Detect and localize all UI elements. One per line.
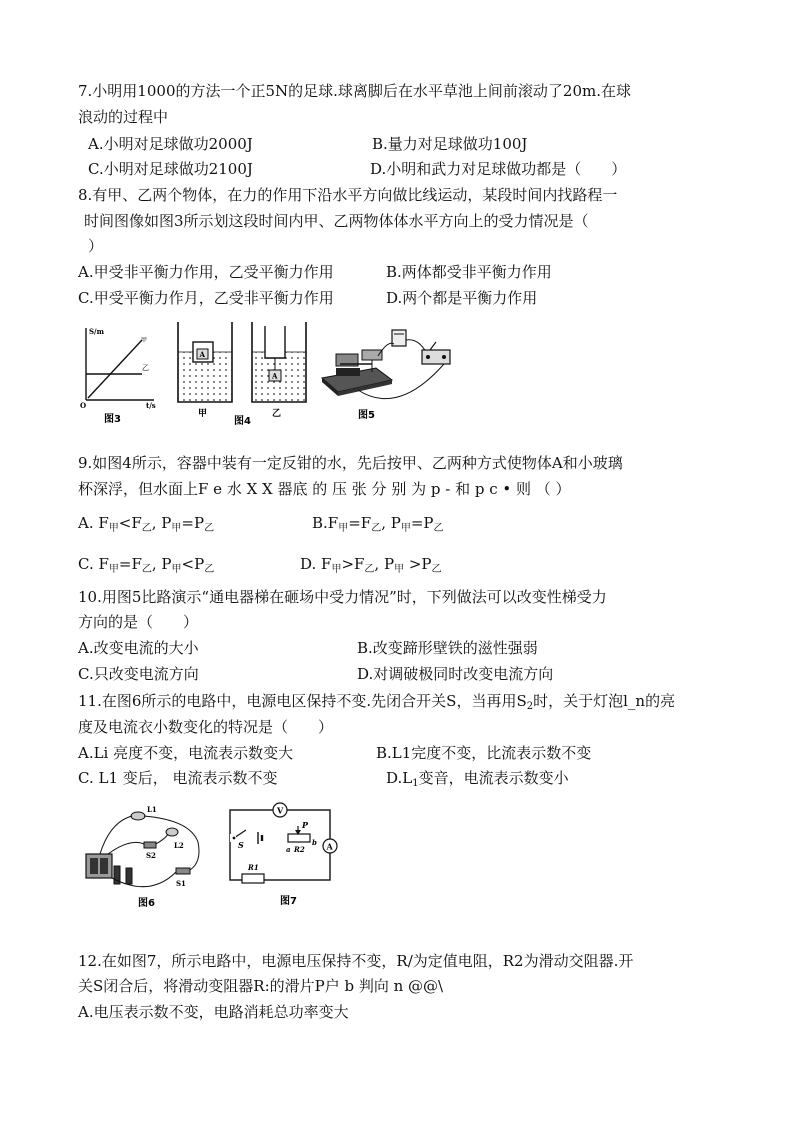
fig4-label-jia: 甲 — [198, 409, 208, 419]
q11-stem-line2: 度及电流衣小数变化的特况是（ ） — [78, 718, 334, 736]
fig4-box-a-jia: A — [199, 350, 205, 359]
fig7-r2-label: R2 — [294, 845, 305, 854]
q7-stem-line2: 浪动的过程中 — [78, 108, 169, 126]
fig7-a-label: A — [326, 841, 333, 852]
fig4-label-yi: 乙 — [272, 409, 282, 419]
fig4-glass-cup-yi — [265, 326, 285, 358]
q10-option-c: C.只改变电流方向 — [78, 665, 199, 683]
q12-option-a: A.电压表示数不变，电路消耗总功率变大 — [78, 1003, 349, 1021]
q11-option-a: A.Li 亮度不变，电流表示数变大 — [78, 744, 294, 762]
q10-option-a: A.改变电流的大小 — [78, 639, 199, 657]
q12-stem-line2: 关S闭合后，将滑动变阻器R:的滑片P户 b 判向 n @@\ — [78, 977, 444, 995]
q7-option-b: B.量力对足球做功100J — [372, 135, 528, 153]
fig7-rheostat-r2 — [288, 834, 310, 842]
q9-stem-line1: 9.如图4所示，容器中装有一定反钳的水，先后按甲、乙两种方式使物体A和小玻璃 — [78, 454, 623, 472]
q8-option-a: A.甲受非平衡力作用，乙受平衡力作用 — [78, 263, 334, 281]
fig3-x-axis-label: t/s — [146, 401, 156, 410]
fig7-resistor-r1 — [242, 874, 264, 883]
q8-option-b: B.两体都受非平衡力作用 — [386, 263, 552, 281]
fig6-caption: 图6 — [138, 898, 155, 909]
q9-option-d: D. $F_甲>F_乙$, $P_甲 >P_乙$ — [300, 555, 442, 575]
fig7-r1-label: R1 — [248, 863, 259, 872]
q9-option-b: $B.F_甲=F_乙$, $P_甲=P_乙$ — [312, 514, 444, 534]
fig6-s2-label: S2 — [146, 851, 156, 860]
fig6-lamp-l1 — [131, 812, 145, 820]
q7-option-c: C.小明对足球做功2100J — [88, 160, 253, 178]
fig6-s1-label: S1 — [176, 879, 186, 888]
fig7-p-label: P — [302, 820, 309, 830]
q9-option-a: A. $F_甲<F_乙$, $P_甲=P_乙$ — [78, 514, 215, 534]
q7-option-a: A.小明对足球做功2000J — [88, 135, 253, 153]
fig7-caption: 图7 — [280, 896, 297, 907]
figure-6-physical-circuit — [80, 802, 210, 914]
fig3-line-jia — [88, 340, 142, 398]
figure-4-containers — [170, 320, 320, 432]
fig7-v-label: V — [277, 805, 284, 816]
fig6-l2-label: L2 — [174, 841, 184, 850]
fig4-caption: 图4 — [234, 416, 251, 427]
q8-stem-line2: 时间图像如图3所示划这段时间内甲、乙两物体体水平方向上的受力情况是（ — [84, 212, 589, 230]
q8-stem-line1: 8.有甲、乙两个物体，在力的作用下沿水平方向做比线运动，某段时间内找路程一 — [78, 186, 618, 204]
q11-option-d: $D.L_1$变音，电流表示数变小 — [386, 769, 569, 789]
q11-option-b: B.L1完度不变，比流表示数不变 — [376, 744, 592, 762]
q11-stem-line1: 11.在图6所示的电路中，电源电区保持不变.先闭合开关S，当再用$S_2$时，关于灯泡l_n的亮 — [78, 692, 676, 712]
q10-stem-line1: 10.用图5比路演示“通电器梯在砸场中受力情况”时，下列做法可以改变性梯受力 — [78, 588, 607, 606]
q8-option-d: D.两个都是平衡力作用 — [386, 289, 538, 307]
fig6-switch-s1 — [176, 868, 190, 874]
fig3-caption: 图3 — [104, 414, 121, 425]
q9-stem-line2: 杯深浮，但水面上F e 水 X X 器底 的 压 张 分 别 为 p - 和 p c • 则 （ ） — [78, 480, 571, 498]
q7-option-d: D.小明和武力对足球做功都是（ ） — [370, 160, 627, 178]
fig3-origin-label: O — [80, 401, 87, 410]
fig3-line-jia-label: 甲 — [141, 337, 148, 344]
q9-option-c: C. $F_甲=F_乙$, $P_甲<P_乙$ — [78, 555, 215, 575]
figure-3-st-graph — [76, 322, 160, 430]
figure-7-circuit-diagram — [222, 800, 352, 914]
fig7-s-label: S — [238, 840, 244, 850]
q8-option-c: C.甲受平衡力作月，乙受非平衡力作用 — [78, 289, 334, 307]
fig4-box-a-yi: A — [272, 371, 278, 381]
fig6-switch-s2 — [144, 842, 156, 848]
figure-5-magnet-apparatus — [318, 320, 468, 432]
q8-stem-line3: ） — [88, 237, 104, 255]
fig7-b-end-label: b — [312, 838, 317, 847]
q10-stem-line2: 方向的是（ ） — [78, 613, 199, 631]
fig7-a-end-label: a — [286, 845, 291, 854]
q10-option-b: B.改变蹄形壁铁的滋性强弱 — [357, 639, 538, 657]
q10-option-d: D.对调破极同时改变电流方向 — [357, 665, 554, 683]
q11-option-c: C. L1 变后， 电流表示数不变 — [78, 769, 278, 787]
q7-stem-line1: 7.小明用1000的方法一个正5N的足球.球离脚后在水平草池上间前滚动了20m.在球 — [78, 82, 632, 100]
fig3-y-axis-label: S/m — [89, 327, 105, 336]
fig6-l1-label: L1 — [147, 805, 157, 814]
fig5-caption: 图5 — [358, 410, 375, 421]
q12-stem-line1: 12.在如图7，所示电路中，电源电压保持不变，R/为定值电阻，R2为滑动交阻器.开 — [78, 952, 634, 970]
fig3-line-yi-label: 乙 — [142, 364, 149, 372]
fig6-battery — [86, 854, 112, 878]
